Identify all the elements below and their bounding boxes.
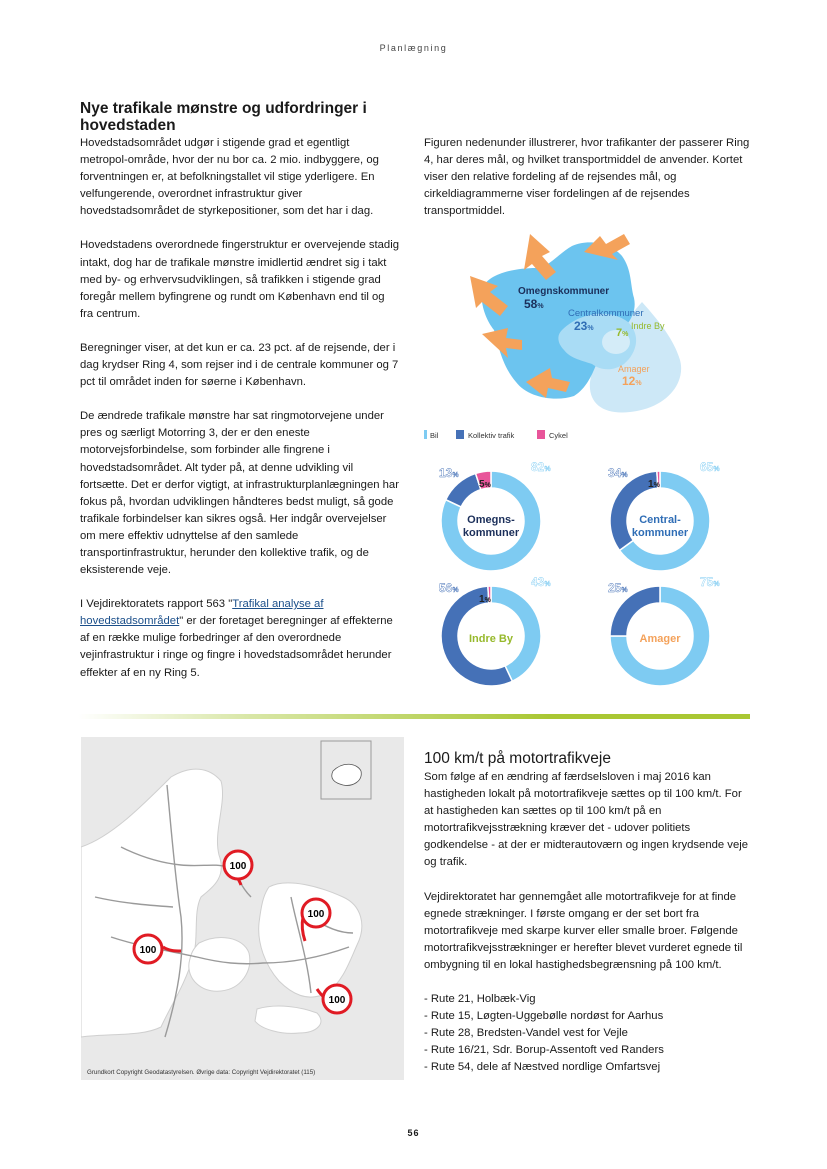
donut-value-label: 13% [439, 466, 459, 480]
legend-label-cykel: Cykel [549, 431, 568, 440]
figure-intro-paragraph: Figuren nedenunder illustrerer, hvor trafikanter der passerer Ring 4, har deres mål, og hvilket transportmiddel de anvender. Kortet viser den relative fordeling af de rejsendes mål, og cirkeldiagrammerne viser fordelingen af de rejsendes transportmiddel. [424, 137, 750, 218]
donut-value-label: 1% [648, 479, 660, 490]
donut-value-label: 25% [608, 581, 628, 595]
donut-value-label: 1% [479, 594, 491, 605]
legend-swatch-cykel [537, 430, 545, 439]
speed-paragraph-2: Vejdirektoratet har gennemgået alle motortrafikveje for at finde egnede strækninger. I første omgang er der set bort fra motortrafikveje med skarpe kurver eller smalle broer. Følgende motortrafikvejsstrækninger er herefter blevet vurderet egnede til ombygning til en lokal hastighedsbegrænsning på 100 km/t. [424, 890, 743, 971]
paragraph-2: Hovedstadens overordnede fingerstruktur er overvejende stadig intakt, dog har de trafikale mønstre imidlertid ændret sig i takt med by- og erhvervsudviklingen, så trafikken i stigende grad foregår mellem byfingrene og rundt om København end til og fra centrum. [80, 239, 400, 320]
list-item: - Rute 54, dele af Næstved nordlige Omfartsvej [424, 1061, 661, 1074]
list-item: - Rute 15, Løgten-Uggebølle nordøst for Aarhus [424, 1010, 664, 1023]
donut-value-label: 34% [608, 466, 628, 480]
paragraph-1: Hovedstadsområdet udgør i stigende grad et egentligt metropol-område, hvor der nu bor ca. 2 mio. indbyggere, og forventningen er, at befolkningstallet vil stige yderligere. En velfungerende, overordnet infrastruktur giver hovedstadsområdet de styrkepositioner, som det har i dag. [80, 137, 379, 218]
map-value-amager: 12% [622, 374, 642, 388]
paragraph-5-rest: " er der foretaget beregninger af effekterne af en række mulige forbedringer af den overordnede vejinfrastruktur i ringe og fingre i hovedstadsområdet herunder effekter af en ny Ring 5. [80, 615, 393, 679]
list-item: - Rute 28, Bredsten-Vandel vest for Vejle [424, 1027, 628, 1040]
svg-text:100: 100 [307, 909, 325, 920]
speed-sign-1 [224, 851, 252, 879]
donut-value-label: 65% [700, 460, 720, 474]
map-label-omegn: Omegnskommuner [518, 286, 610, 297]
map-label-amager: Amager [618, 364, 650, 374]
speed-article [424, 750, 754, 1077]
list-item: - Rute 21, Holbæk-Vig [424, 993, 536, 1006]
donut-value-label: 56% [439, 581, 459, 595]
speed-paragraph-1: Som følge af en ændring af færdselsloven i maj 2016 kan hastigheden lokalt på motortrafikveje sættes op til 100 km/t. For at hastigheden kan sættes op til 100 km/t på en motortrafikvejsstrækning kræver det - udover politiets godkendelse - at der er midterautoværn og ingen krydsende veje og trafik. [424, 771, 749, 869]
speed-sign-2 [302, 899, 330, 927]
map-label-indre-by: Indre By [631, 321, 665, 331]
article-right-column [424, 135, 754, 237]
list-item: - Rute 16/21, Sdr. Borup-Assentoft ved Randers [424, 1044, 664, 1057]
denmark-road-map [81, 737, 404, 1080]
paragraph-5 [80, 596, 400, 681]
lolland-shape [255, 1006, 321, 1033]
paragraph-3: Beregninger viser, at det kun er ca. 23 pct. af de rejsende, der i dag krydser Ring 4, som rejser ind i de centrale kommuner og 7 pct til området inden for søerne i København. [80, 341, 399, 389]
svg-text:100: 100 [139, 945, 157, 956]
speed-sign-4 [323, 985, 351, 1013]
article-left-column [80, 100, 400, 699]
donut-title: kommuner [631, 527, 689, 539]
page-number: 56 [407, 1128, 420, 1138]
funen-shape [189, 938, 250, 992]
chart-legend [424, 430, 568, 440]
bornholm-shape [332, 764, 362, 785]
svg-text:100: 100 [229, 861, 247, 872]
donut-value-label: 75% [700, 575, 720, 589]
article-title: Nye trafikale mønstre og udfordringer i hovedstaden [80, 100, 367, 134]
speed-article-title: 100 km/t på motortrafikveje [424, 750, 611, 767]
destination-map-svg [424, 232, 754, 702]
map-value-central: 23% [574, 319, 594, 333]
svg-text:100: 100 [328, 995, 346, 1006]
jutland-shape [81, 769, 223, 1037]
map-caption: Grundkort Copyright Geodatastyrelsen. Øvrige data: Copyright Vejdirektoratet (115) [87, 1069, 316, 1076]
legend-swatch-bil [424, 430, 427, 439]
donut-value-label: 5% [479, 479, 491, 490]
legend-swatch-kollektiv [456, 430, 464, 439]
donut-title: kommuner [462, 527, 520, 539]
speed-sign-3 [134, 935, 162, 963]
running-header: Planlægning [379, 43, 448, 53]
section-divider [78, 714, 750, 719]
legend-label-bil: Bil [430, 431, 439, 440]
transport-mode-donut-charts [439, 460, 720, 686]
donut-title: Amager [639, 633, 681, 645]
donut-value-label: 43% [531, 575, 551, 589]
legend-label-kollektiv: Kollektiv trafik [468, 431, 515, 440]
map-value-indre-by: 7% [616, 327, 629, 339]
paragraph-5-intro: I Vejdirektoratets rapport 563 " [80, 598, 233, 611]
travel-destination-figure [424, 232, 754, 702]
paragraph-4: De ændrede trafikale mønstre har sat ringmotorvejene under pres og særligt Motorring 3, der er den eneste motorvejsforbindelse, som forbinder alle fingrene i hovedstadsområdet. Alt tyder på, at denne udvikling vil fortsætte. Det er derfor vigtigt, at infrastrukturplanlægningen har fokus på, hvordan udviklingen håndteres bedst muligt, så gode trafikale forbindelser kan sikres også. Her indgår overvejelser om mere effektiv udnyttelse af den samlede transportinfrastruktur, herunder den kollektive trafik, og de eksisterende veje. [80, 410, 399, 577]
report-link[interactable]: Trafikal analyse af hovedstadsområdet [80, 598, 324, 628]
donut-title: Central- [639, 514, 681, 526]
route-list [424, 991, 754, 1076]
map-label-central: Centralkommuner [568, 308, 644, 319]
donut-title: Omegns- [467, 514, 515, 526]
donut-value-label: 82% [531, 460, 551, 474]
map-value-omegn: 58% [524, 297, 544, 311]
denmark-map-svg [81, 737, 404, 1080]
donut-title: Indre By [468, 633, 514, 645]
